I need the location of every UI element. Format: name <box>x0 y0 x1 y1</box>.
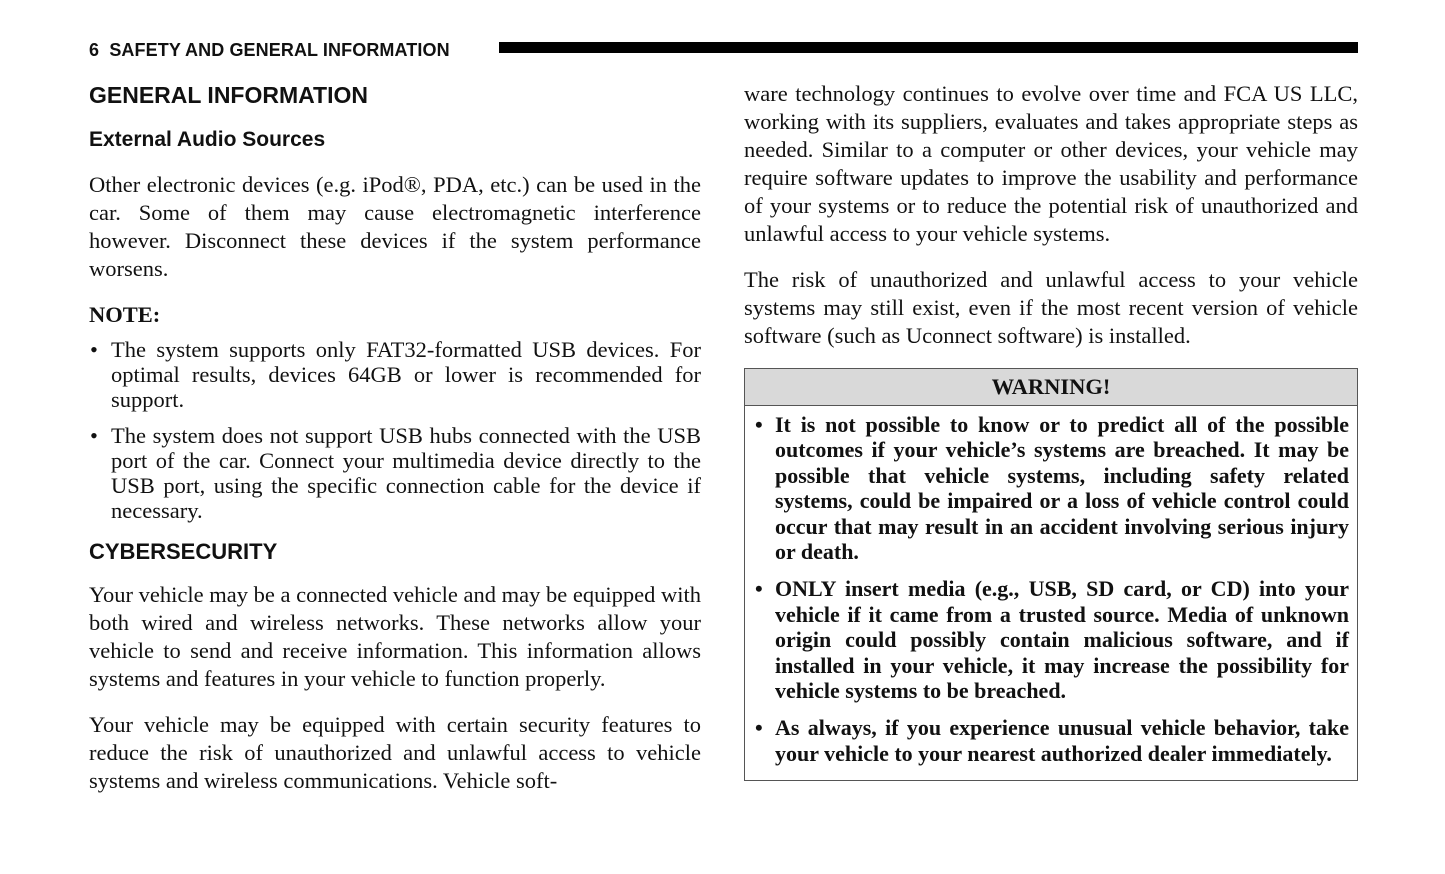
section-title: SAFETY AND GENERAL INFORMATION <box>109 40 450 60</box>
heading-cybersecurity: CYBERSECURITY <box>89 539 278 564</box>
page-header <box>89 38 1358 62</box>
note-item <box>89 423 701 523</box>
header-rule <box>499 42 1358 53</box>
paragraph-cybersecurity-1: Your vehicle may be a connected vehicle and may be equipped with both wired and wireless networks. These networks allow your vehicle to send and receive information. This information allows systems and features in your vehicle to function properly. <box>89 582 701 691</box>
heading-general-information: GENERAL INFORMATION <box>89 82 368 108</box>
warning-item-text: ONLY insert media (e.g., USB, SD card, or CD) into your vehicle if it came from a trusted source. Media of unknown origin could possibly contain malicious software, and if installed in your vehicle, it may increase the possibility for vehicle systems to be breached. <box>775 576 1349 704</box>
bullet-icon: • <box>90 423 98 448</box>
note-item-text: The system does not support USB hubs connected with the USB port of the car. Connect your multimedia device directly to the USB port, using the specific connection cable for the device if necessary. <box>111 423 701 523</box>
right-column <box>744 80 1358 781</box>
left-column <box>89 80 701 813</box>
warning-box <box>744 368 1358 781</box>
page-number: 6 <box>89 40 100 60</box>
warning-title: WARNING! <box>745 369 1357 406</box>
warning-item-text: It is not possible to know or to predict all of the possible outcomes if your vehicle’s systems are breached. It may be possible that vehicle systems, including safety related systems, could be impaired or a loss of vehicle control could occur that may result in an accident involving serious injury or death. <box>775 412 1349 565</box>
bullet-icon: • <box>755 715 763 741</box>
warning-list <box>755 412 1349 766</box>
note-item-text: The system supports only FAT32-formatted USB devices. For optimal results, devices 64GB or lower is recommended for support. <box>111 337 701 412</box>
note-list <box>89 337 701 523</box>
note-label: NOTE: <box>89 302 161 327</box>
bullet-icon: • <box>755 576 763 602</box>
warning-item <box>755 715 1349 766</box>
bullet-icon: • <box>90 337 98 362</box>
header-title <box>89 40 450 61</box>
warning-item-text: As always, if you experience unusual vehicle behavior, take your vehicle to your nearest authorized dealer immediately. <box>775 715 1349 766</box>
warning-item <box>755 412 1349 564</box>
paragraph-cybersecurity-2: Your vehicle may be equipped with certain security features to reduce the risk of unauthorized and unlawful access to vehicle systems and wireless communications. Vehicle soft- <box>89 712 701 793</box>
warning-item <box>755 576 1349 703</box>
paragraph-external-audio: Other electronic devices (e.g. iPod®, PDA, etc.) can be used in the car. Some of them may cause electromagnetic interference however. Disconnect these devices if the system performance worsens. <box>89 172 701 281</box>
bullet-icon: • <box>755 412 763 437</box>
paragraph-software-updates: ware technology continues to evolve over time and FCA US LLC, working with its suppliers, evaluates and takes appropriate steps as needed. Similar to a computer or other devices, your vehicle may require software updates to improve the usability and performance of your systems or to reduce the potential risk of unauthorized and unlawful access to your vehicle systems. <box>744 81 1358 246</box>
paragraph-risk: The risk of unauthorized and unlawful access to your vehicle systems may still exist, even if the most recent version of vehicle software (such as Uconnect software) is installed. <box>744 267 1358 348</box>
warning-body <box>745 406 1357 780</box>
heading-external-audio-sources: External Audio Sources <box>89 128 326 151</box>
note-item <box>89 337 701 412</box>
